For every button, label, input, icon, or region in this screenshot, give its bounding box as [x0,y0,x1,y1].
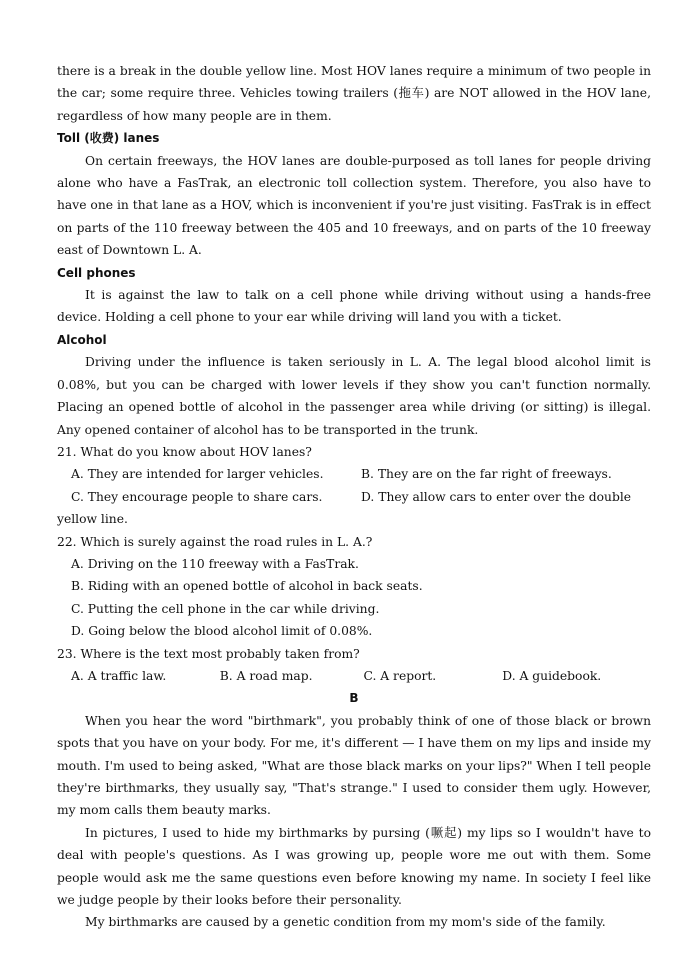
toll-lanes-heading: Toll (收费) lanes [57,131,160,146]
toll-lanes-paragraph: On certain freeways, the HOV lanes are double-purposed as toll lanes for people driving alone who have a FasTrak, an electronic toll collection system. Therefore, you also have to have one in that lane as a HOV, which is inconvenient if you're just visiting. FasTrak is in effect on parts of the 110 freeway between the 405 and 10 freeways, and on parts of the 10 freeway east of Downtown L. A. [57,153,651,258]
question-22-stem: 22. Which is surely against the road rules in L. A.? [57,534,373,549]
document-page [57,60,651,934]
question-21-option-d-continuation: yellow line. [57,512,128,527]
question-22-option-a: A. Driving on the 110 freeway with a FasTrak. [71,556,359,571]
question-21-option-b: B. They are on the far right of freeways. [361,467,612,482]
question-21-options-row1 [57,463,651,485]
question-23-option-c: C. A report. [363,668,437,683]
question-21-option-d: D. They allow cars to enter over the double [361,489,632,504]
passage-b-label: B [349,691,359,706]
cell-phones-heading: Cell phones [57,265,136,280]
question-23-option-d: D. A guidebook. [502,668,602,683]
question-23-options [57,665,651,687]
question-21-option-c: C. They encourage people to share cars. [71,489,323,504]
question-22-option-c: C. Putting the cell phone in the car while driving. [71,601,380,616]
question-21-options-row2 [57,486,651,508]
question-21-stem: 21. What do you know about HOV lanes? [57,444,312,459]
question-23-stem: 23. Where is the text most probably taken from? [57,646,360,661]
hov-paragraph: there is a break in the double yellow line. Most HOV lanes require a minimum of two people in the car; some require three. Vehicles towing trailers (拖车) are NOT allowed in the HOV lane, regardless of how many people are in them. [57,64,651,123]
alcohol-heading: Alcohol [57,332,107,347]
passage-b-paragraph-1: When you hear the word "birthmark", you probably think of one of those black or brown spots that you have on your body. For me, it's different — I have them on my lips and inside my mouth. I'm used to being asked, "What are those black marks on your lips?" When I tell people they're birthmarks, they usually say, "That's strange." I used to consider them ugly. However, my mom calls them beauty marks. [57,713,651,818]
passage-b-paragraph-3: My birthmarks are caused by a genetic condition from my mom's side of the family. [85,915,606,930]
question-21-option-a: A. They are intended for larger vehicles. [71,467,324,482]
question-23-option-a: A. A traffic law. [71,668,167,683]
passage-b-paragraph-2: In pictures, I used to hide my birthmarks by pursing (噘起) my lips so I wouldn't have to deal with people's questions. As I was growing up, people wore me out with them. Some people would ask me the same questions even before knowing my name. In society I feel like we judge people by their looks before their personality. [57,825,651,908]
question-22-option-d: D. Going below the blood alcohol limit of 0.08%. [71,624,373,639]
question-23-option-b: B. A road map. [219,668,313,683]
alcohol-paragraph: Driving under the influence is taken seriously in L. A. The legal blood alcohol limit is 0.08%, but you can be charged with lower levels if they show you can't function normally. Placing an opened bottle of alcohol in the passenger area while driving (or sitting) is illegal. Any opened container of alcohol has to be transported in the trunk. [57,355,651,437]
cell-phones-paragraph: It is against the law to talk on a cell phone while driving without using a hands-free device. Holding a cell phone to your ear while driving will land you with a ticket. [57,288,651,325]
question-22-option-b: B. Riding with an opened bottle of alcohol in back seats. [71,579,423,594]
